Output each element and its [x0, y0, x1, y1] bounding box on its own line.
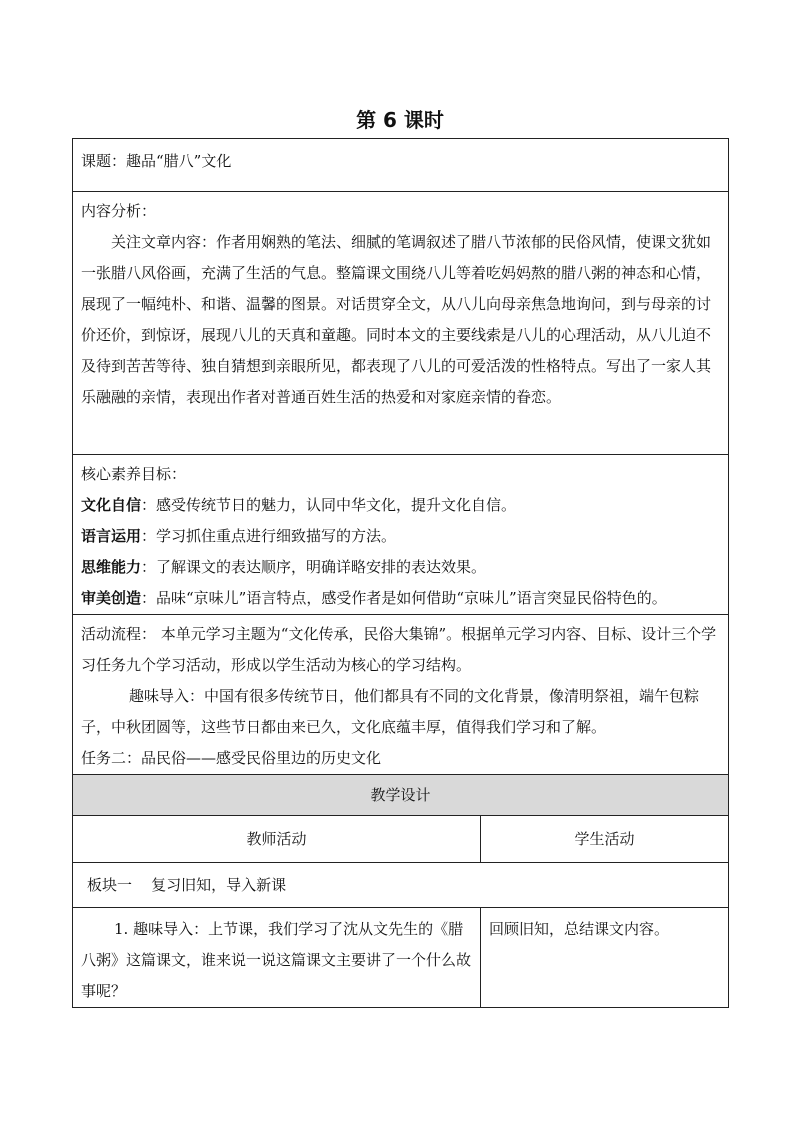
flow-task: 任务二：品民俗——感受民俗里边的历史文化: [81, 749, 382, 767]
flow-lead-in: 趣味导入：中国有很多传统节日，他们都具有不同的文化背景，像清明祭祖，端午包粽子，中秋团圆等，这些节日都由来已久，文化底蕴丰厚，值得我们学习和了解。: [81, 687, 700, 736]
goal-item: [81, 583, 720, 614]
step1-teacher-cell: [73, 908, 481, 1008]
flow-cell: [73, 615, 729, 775]
topic-cell: [73, 139, 729, 192]
student-activity-label: 学生活动: [574, 830, 635, 848]
goals-cell: [73, 455, 729, 615]
flow-intro: 活动流程： 本单元学习主题为“文化传承，民俗大集锦”。根据单元学习内容、目标、设计三个学习任务九个学习活动，形成以学生活动为核心的学习结构。: [81, 625, 717, 674]
page-title: 第 6 课时: [356, 108, 444, 132]
goal-item: [81, 552, 720, 583]
topic-text: 课题：趣品“腊八”文化: [81, 152, 232, 170]
design-heading: 教学设计: [370, 786, 431, 804]
goal-text: ：了解课文的表达顺序，明确详略安排的表达效果。: [141, 558, 487, 576]
student-activity-header: [481, 816, 729, 863]
goal-item: [81, 490, 720, 521]
lesson-plan-table: [72, 138, 729, 1008]
goal-lead: 语言运用: [81, 527, 142, 545]
step1-teacher-text: 1. 趣味导入：上节课，我们学习了沈从文先生的《腊八粥》这篇课文，谁来说一说这篇课文主要讲了一个什么故事呢？: [81, 920, 472, 1000]
teacher-activity-label: 教师活动: [246, 830, 307, 848]
goals-label: 核心素养目标：: [81, 465, 187, 483]
goal-lead: 思维能力: [81, 558, 142, 576]
step1-student-text: 回顾旧知，总结课文内容。: [489, 920, 670, 938]
design-heading-cell: [73, 775, 729, 816]
block-one-cell: [73, 863, 729, 908]
analysis-label: 内容分析：: [81, 202, 157, 220]
analysis-text: 关注文章内容：作者用娴熟的笔法、细腻的笔调叙述了腊八节浓郁的民俗风情，使课文犹如一张腊八风俗画，充满了生活的气息。整篇课文围绕八儿等着吃妈妈熬的腊八粥的神态和心情，展现了一幅纯朴、和谐、温馨的图景。对话贯穿全文，从八儿向母亲焦急地询问，到与母亲的讨价还价，到惊讶，展现八儿的天真和童趣。同时本文的主要线索是八儿的心理活动，从八儿迫不及待到苦苦等待、独自猜想到亲眼所见，都表现了八儿的可爱活泼的性格特点。写出了一家人其乐融融的亲情，表现出作者对普通百姓生活的热爱和对家庭亲情的眷恋。: [81, 233, 712, 406]
goal-lead: 审美创造: [81, 589, 142, 607]
goal-lead: 文化自信: [81, 496, 142, 514]
step1-student-cell: [481, 908, 729, 1008]
goal-text: ：品味“京味儿”语言特点，感受作者是如何借助“京味儿”语言突显民俗特色的。: [141, 589, 667, 607]
goal-text: ：学习抓住重点进行细致描写的方法。: [141, 527, 397, 545]
goal-text: ：感受传统节日的魅力，认同中华文化，提升文化自信。: [141, 496, 517, 514]
analysis-cell: [73, 192, 729, 455]
teacher-activity-header: [73, 816, 481, 863]
block-one-title: 板块一 复习旧知，导入新课: [87, 876, 287, 894]
goal-item: [81, 521, 720, 552]
